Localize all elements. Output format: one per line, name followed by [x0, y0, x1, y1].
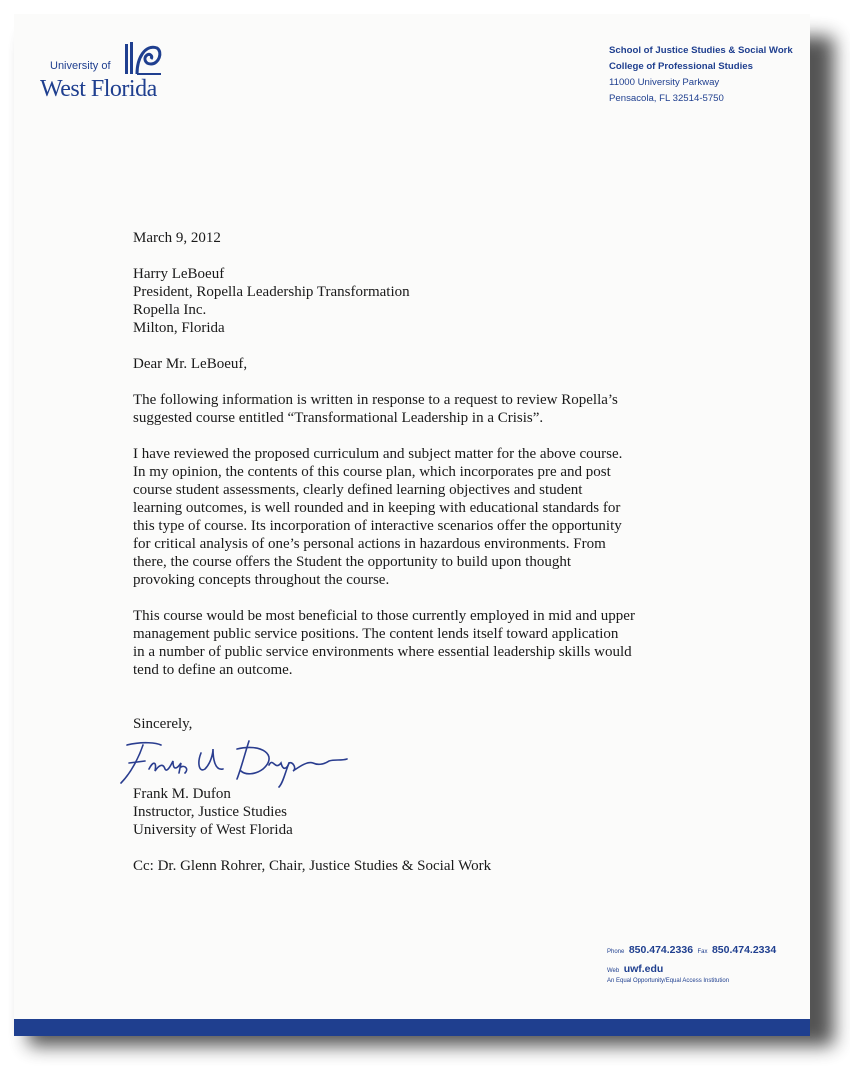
footer-bar: [14, 1019, 810, 1036]
signer-line: Frank M. Dufon: [133, 786, 231, 802]
paragraph-line: there, the course offers the Student the opportunity to build upon thought: [133, 554, 571, 570]
letterhead-address: [609, 43, 793, 107]
paragraph-line: The following information is written in response to a request to review Ropella’s: [133, 392, 618, 408]
recipient-line: Harry LeBoeuf: [133, 266, 225, 282]
street-address: 11000 University Parkway: [609, 77, 720, 88]
paragraph-2: [133, 445, 713, 589]
paragraph-line: management public service positions. The content lends itself toward application: [133, 626, 619, 642]
signer-line: University of West Florida: [133, 822, 293, 838]
uwf-logo: [40, 30, 170, 110]
letter-page: [14, 14, 810, 1036]
paragraph-line: provoking concepts throughout the course.: [133, 572, 390, 588]
letter-body: [133, 229, 713, 875]
phone-number: 850.474.2336: [628, 944, 694, 956]
paragraph-3: [133, 607, 713, 679]
web-address: uwf.edu: [623, 963, 664, 975]
recipient-block: [133, 265, 713, 337]
recipient-line: President, Ropella Leadership Transformation: [133, 284, 410, 300]
letter-date: March 9, 2012: [133, 230, 221, 246]
phone-fax-row: [607, 940, 776, 959]
paragraph-line: In my opinion, the contents of this course plan, which incorporates pre and post: [133, 464, 611, 480]
salutation: Dear Mr. LeBoeuf,: [133, 356, 248, 372]
paragraph-line: I have reviewed the proposed curriculum and subject matter for the above course.: [133, 446, 623, 462]
fax-number: 850.474.2334: [711, 944, 777, 956]
eeo-statement: An Equal Opportunity/Equal Access Institution: [607, 978, 730, 984]
cc-line: Cc: Dr. Glenn Rohrer, Chair, Justice Studies & Social Work: [133, 858, 492, 874]
paragraph-line: suggested course entitled “Transformational Leadership in a Crisis”.: [133, 410, 544, 426]
paragraph-line: learning outcomes, is well rounded and in keeping with educational standards for: [133, 500, 621, 516]
closing: Sincerely,: [133, 716, 193, 732]
footer-contact: [607, 940, 776, 984]
web-row: [607, 959, 776, 978]
paragraph-1: [133, 391, 713, 427]
recipient-line: Milton, Florida: [133, 320, 225, 336]
paragraph-line: tend to define an outcome.: [133, 662, 293, 678]
handwritten-signature: [113, 739, 353, 789]
recipient-line: Ropella Inc.: [133, 302, 207, 318]
phone-label: Phone: [607, 949, 625, 955]
college-name: College of Professional Studies: [609, 61, 753, 72]
web-label: Web: [607, 968, 620, 974]
fax-label: Fax: [697, 949, 708, 955]
paragraph-line: this type of course. Its incorporation of interactive scenarios offer the opportunity: [133, 518, 622, 534]
logo-university-of: University of: [50, 60, 111, 72]
paragraph-line: in a number of public service environments where essential leadership skills would: [133, 644, 632, 660]
signer-line: Instructor, Justice Studies: [133, 804, 287, 820]
school-name: School of Justice Studies & Social Work: [609, 45, 793, 56]
paragraph-line: This course would be most beneficial to those currently employed in mid and upper: [133, 608, 635, 624]
signature: [133, 733, 713, 785]
paragraph-line: course student assessments, clearly defined learning objectives and student: [133, 482, 583, 498]
signer-block: [133, 785, 713, 839]
paragraph-line: for critical analysis of one’s personal actions in hazardous environments. From: [133, 536, 606, 552]
logo-west-florida: West Florida: [40, 76, 157, 102]
nautilus-logo-icon: [123, 38, 163, 78]
city-address: Pensacola, FL 32514-5750: [609, 93, 724, 104]
